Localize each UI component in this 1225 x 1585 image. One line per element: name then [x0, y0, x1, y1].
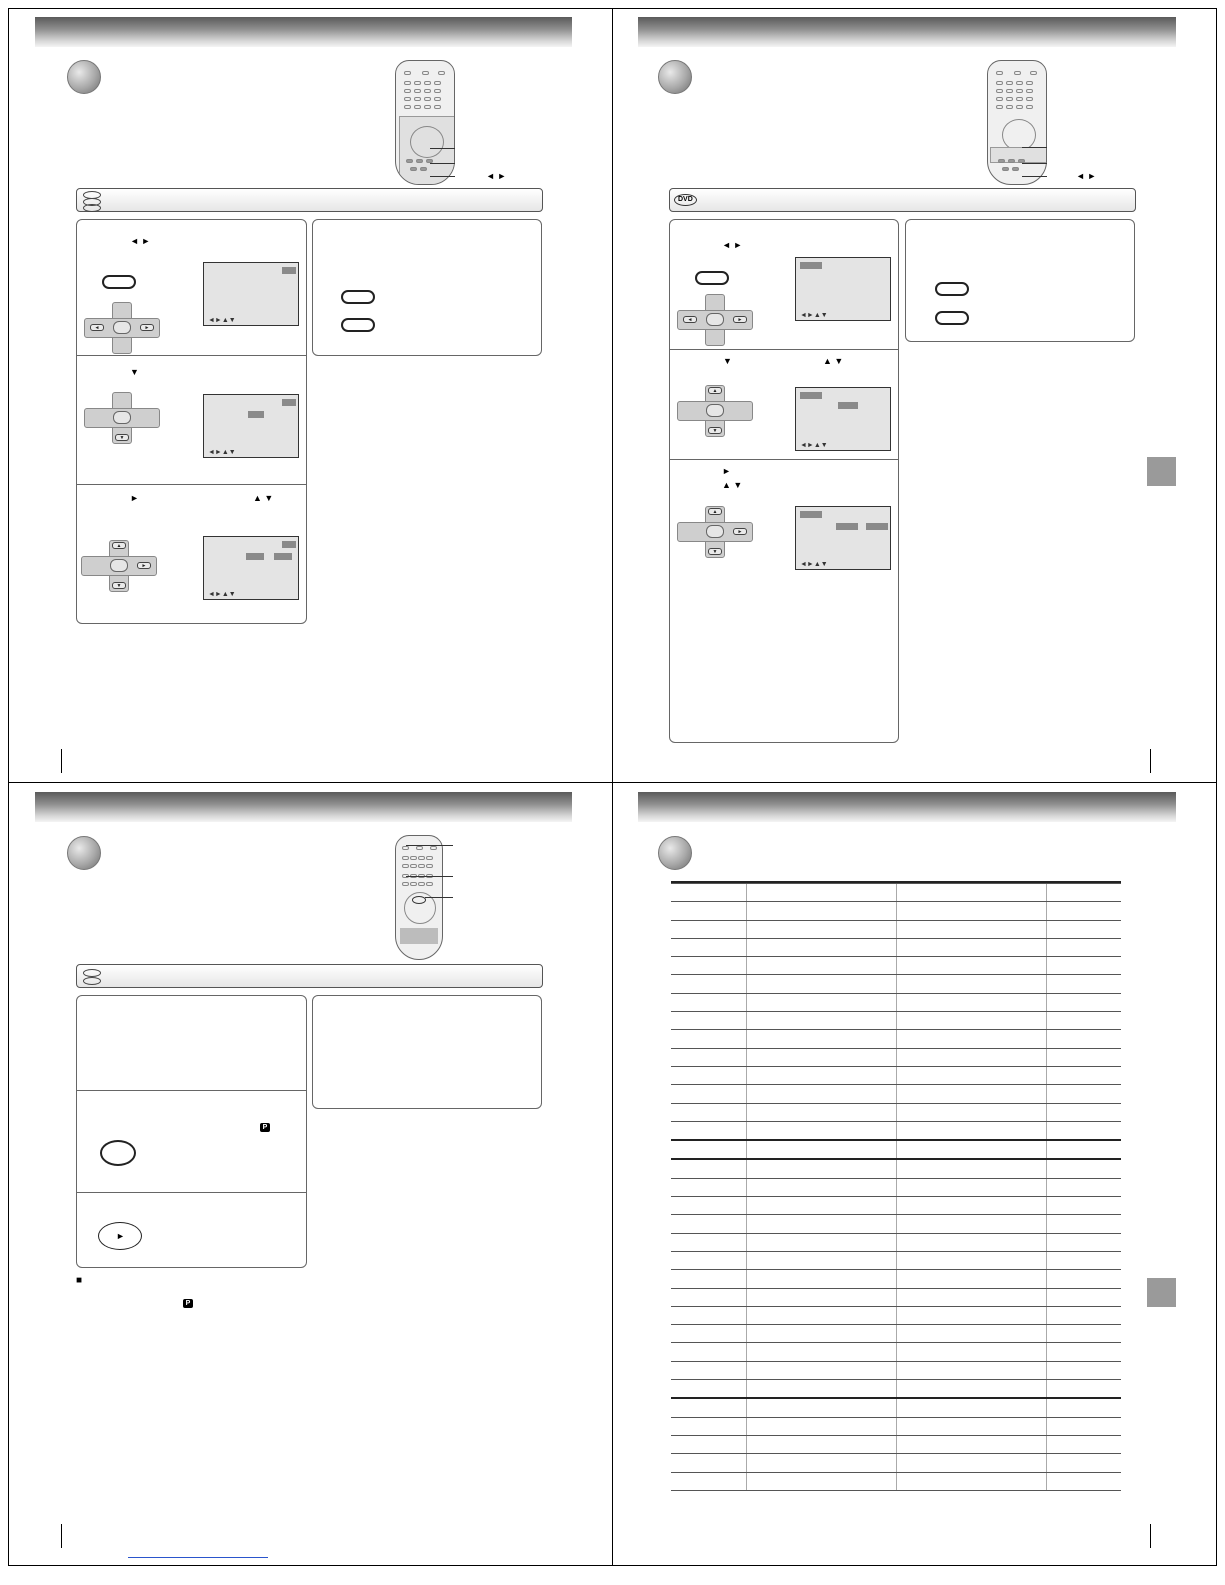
button-illustration — [341, 290, 375, 304]
callout-line — [406, 876, 453, 877]
table-row — [671, 1361, 1121, 1379]
left-right-arrows: ◄ ► — [722, 240, 743, 250]
nav-legend: ◄►▲▼ — [800, 312, 828, 319]
table-cell — [1046, 1121, 1121, 1140]
table-cell — [746, 1380, 896, 1399]
table-cell — [896, 1215, 1046, 1233]
table-cell — [1046, 1030, 1121, 1048]
nav-legend: ◄►▲▼ — [800, 442, 828, 449]
table-cell — [1046, 1066, 1121, 1084]
table-cell — [746, 1103, 896, 1121]
table-cell — [896, 1435, 1046, 1453]
disc-badge-icon — [83, 969, 101, 977]
table-cell — [896, 993, 1046, 1011]
notes-panel — [312, 219, 542, 356]
table-cell — [671, 1197, 746, 1215]
nav-legend: ◄►▲▼ — [800, 561, 828, 568]
link-underline — [128, 1557, 268, 1558]
table-row — [671, 1140, 1121, 1159]
table-cell — [746, 1012, 896, 1030]
table-cell — [746, 1233, 896, 1251]
table-cell — [1046, 1417, 1121, 1435]
dpad-illustration: ◄ ► — [84, 302, 160, 354]
section-bullet-icon — [67, 836, 101, 870]
table-cell — [746, 1361, 896, 1379]
table-cell — [746, 1121, 896, 1140]
table-cell — [671, 1251, 746, 1269]
down-arrow: ▼ — [130, 367, 139, 377]
section-bullet-icon — [658, 836, 692, 870]
section-bar — [76, 188, 543, 212]
table-row — [671, 920, 1121, 938]
left-right-arrows: ◄ ► — [486, 171, 507, 181]
osd-screen — [203, 262, 299, 326]
page-number-line — [1150, 749, 1151, 773]
table-cell — [896, 1417, 1046, 1435]
page-number-line — [61, 749, 62, 773]
table-cell — [671, 1288, 746, 1306]
table-cell — [671, 1270, 746, 1288]
table-cell — [1046, 1140, 1121, 1159]
table-row — [671, 1306, 1121, 1324]
table-cell — [671, 1178, 746, 1196]
table-row — [671, 1288, 1121, 1306]
table-cell — [746, 1288, 896, 1306]
table-row — [671, 975, 1121, 993]
table-cell — [1046, 1380, 1121, 1399]
table-row — [671, 1159, 1121, 1178]
down-arrow: ▼ — [723, 356, 732, 366]
table-row — [671, 1398, 1121, 1417]
callout-line — [1022, 163, 1047, 164]
table-cell — [746, 957, 896, 975]
table-row — [671, 1454, 1121, 1472]
table-cell — [1046, 957, 1121, 975]
table-row — [671, 1085, 1121, 1103]
table-cell — [1046, 993, 1121, 1011]
notes-panel — [312, 995, 542, 1109]
right-arrow: ► — [130, 493, 139, 503]
table-row — [671, 957, 1121, 975]
table-cell — [896, 1251, 1046, 1269]
table-cell — [896, 1233, 1046, 1251]
table-cell — [671, 975, 746, 993]
table-cell — [746, 1048, 896, 1066]
table-cell — [1046, 1159, 1121, 1178]
page-number-line — [1150, 1524, 1151, 1548]
table-cell — [1046, 884, 1121, 902]
table-cell — [746, 1325, 896, 1343]
table-cell — [746, 884, 896, 902]
table-cell — [1046, 1306, 1121, 1324]
table-cell — [671, 938, 746, 956]
table-cell — [746, 902, 896, 920]
table-cell — [671, 1140, 746, 1159]
table-cell — [1046, 1454, 1121, 1472]
page-divider-vertical — [612, 8, 613, 1566]
table-cell — [896, 1085, 1046, 1103]
table-cell — [746, 1270, 896, 1288]
table-cell — [746, 1417, 896, 1435]
table-row — [671, 1197, 1121, 1215]
table-cell — [1046, 1472, 1121, 1490]
table-cell — [896, 1306, 1046, 1324]
nav-legend: ◄►▲▼ — [208, 591, 236, 598]
table-row — [671, 993, 1121, 1011]
table-cell — [671, 957, 746, 975]
notes-panel — [905, 219, 1135, 342]
right-arrow: ► — [722, 466, 731, 476]
dpad-illustration: ◄ ► — [677, 294, 753, 346]
disc-badge-icon — [83, 204, 101, 212]
table-cell — [671, 1343, 746, 1361]
button-illustration — [935, 282, 969, 296]
table-cell — [671, 1325, 746, 1343]
table-cell — [1046, 1343, 1121, 1361]
table-cell — [671, 1048, 746, 1066]
table-row — [671, 902, 1121, 920]
page-header-bar — [35, 17, 572, 47]
osd-screen — [795, 387, 891, 451]
table-cell — [1046, 975, 1121, 993]
table-cell — [746, 1435, 896, 1453]
table-cell — [746, 1066, 896, 1084]
table-cell — [746, 920, 896, 938]
table-cell — [896, 1121, 1046, 1140]
table-cell — [671, 1472, 746, 1490]
table-row — [671, 1178, 1121, 1196]
table-row — [671, 1103, 1121, 1121]
table-cell — [1046, 1325, 1121, 1343]
round-button-illustration — [100, 1140, 136, 1166]
table-cell — [896, 1178, 1046, 1196]
table-cell — [1046, 1012, 1121, 1030]
table-cell — [896, 1030, 1046, 1048]
callout-line — [430, 148, 455, 149]
square-bullet-icon: ■ — [76, 1275, 83, 1286]
callout-line — [406, 845, 453, 846]
table-cell — [1046, 1398, 1121, 1417]
table-cell — [671, 1215, 746, 1233]
page-divider-horizontal — [8, 782, 1217, 783]
table-cell — [896, 975, 1046, 993]
table-row — [671, 1343, 1121, 1361]
table-row — [671, 1233, 1121, 1251]
table-cell — [896, 1288, 1046, 1306]
side-tab-marker — [1147, 457, 1176, 486]
setup-button-illustration — [695, 271, 729, 285]
table-cell — [671, 1361, 746, 1379]
p-icon: P — [183, 1299, 193, 1308]
table-cell — [746, 1398, 896, 1417]
table-cell — [1046, 1197, 1121, 1215]
table-cell — [896, 920, 1046, 938]
page-header-bar — [638, 792, 1176, 822]
table-cell — [671, 902, 746, 920]
table-cell — [896, 1066, 1046, 1084]
table-cell — [746, 975, 896, 993]
table-cell — [671, 993, 746, 1011]
left-right-arrows: ◄ ► — [1076, 171, 1097, 181]
callout-line — [430, 163, 455, 164]
table-row — [671, 1012, 1121, 1030]
section-bullet-icon — [658, 60, 692, 94]
table-cell — [671, 1306, 746, 1324]
table-cell — [671, 1233, 746, 1251]
table-row — [671, 938, 1121, 956]
osd-screen — [795, 506, 891, 570]
table-cell — [746, 938, 896, 956]
table-cell — [746, 1472, 896, 1490]
table-cell — [746, 1030, 896, 1048]
table-row — [671, 1030, 1121, 1048]
table-cell — [896, 1398, 1046, 1417]
p-icon: P — [260, 1123, 270, 1132]
table-cell — [671, 1012, 746, 1030]
table-cell — [671, 1085, 746, 1103]
table-cell — [671, 1398, 746, 1417]
table-cell — [1046, 1288, 1121, 1306]
table-cell — [1046, 1215, 1121, 1233]
table-cell — [1046, 1251, 1121, 1269]
nav-legend: ◄►▲▼ — [208, 317, 236, 324]
table-cell — [671, 1380, 746, 1399]
play-button-illustration — [98, 1222, 142, 1250]
table-cell — [671, 1417, 746, 1435]
table-cell — [671, 1030, 746, 1048]
table-cell — [671, 1103, 746, 1121]
table-cell — [746, 1178, 896, 1196]
table-cell — [1046, 1048, 1121, 1066]
table-cell — [896, 1270, 1046, 1288]
left-right-arrows: ◄ ► — [130, 236, 151, 246]
dpad-illustration: ▲ ▼ — [677, 385, 753, 437]
up-down-arrows: ▲ ▼ — [722, 480, 743, 490]
table-cell — [746, 1215, 896, 1233]
table-cell — [896, 1012, 1046, 1030]
callout-line — [1022, 147, 1047, 148]
page-header-bar — [638, 17, 1176, 47]
setup-button-illustration — [102, 275, 136, 289]
table-cell — [746, 1454, 896, 1472]
osd-screen — [795, 257, 891, 321]
table-cell — [896, 938, 1046, 956]
table-row — [671, 1325, 1121, 1343]
table-cell — [746, 1085, 896, 1103]
table-row — [671, 1472, 1121, 1490]
table-cell — [1046, 1233, 1121, 1251]
table-cell — [1046, 1361, 1121, 1379]
page-number-line — [61, 1524, 62, 1548]
table-cell — [1046, 1178, 1121, 1196]
table-cell — [746, 1159, 896, 1178]
remote-control-illustration — [395, 60, 455, 185]
table-cell — [896, 1048, 1046, 1066]
table-row — [671, 1380, 1121, 1399]
table-cell — [671, 1121, 746, 1140]
table-cell — [746, 1140, 896, 1159]
up-down-arrows: ▲ ▼ — [823, 356, 844, 366]
table-row — [671, 1048, 1121, 1066]
table-cell — [746, 993, 896, 1011]
table-row — [671, 1066, 1121, 1084]
table-cell — [671, 884, 746, 902]
osd-screen — [203, 536, 299, 600]
table-cell — [671, 1066, 746, 1084]
button-illustration — [341, 318, 375, 332]
page-header-bar — [35, 792, 572, 822]
table-cell — [671, 1435, 746, 1453]
dvd-badge-icon: DVD — [674, 194, 697, 206]
nav-legend: ◄►▲▼ — [208, 449, 236, 456]
side-tab-marker — [1147, 1278, 1176, 1307]
dpad-illustration: ▼ — [84, 392, 160, 444]
disc-badge-icon — [83, 977, 101, 985]
table-row — [671, 1251, 1121, 1269]
table-cell — [671, 1454, 746, 1472]
table-cell — [1046, 1103, 1121, 1121]
table-row — [671, 1121, 1121, 1140]
table-cell — [746, 1343, 896, 1361]
section-bullet-icon — [67, 60, 101, 94]
section-bar — [669, 188, 1136, 212]
table-row — [671, 1435, 1121, 1453]
table-cell — [746, 1306, 896, 1324]
table-cell — [1046, 1085, 1121, 1103]
table-cell — [1046, 920, 1121, 938]
table-cell — [1046, 938, 1121, 956]
table-row — [671, 1417, 1121, 1435]
table-cell — [896, 1140, 1046, 1159]
table-cell — [896, 1159, 1046, 1178]
dpad-illustration: ▲ ▼ ► — [81, 540, 157, 592]
table-cell — [896, 1380, 1046, 1399]
table-row — [671, 1270, 1121, 1288]
remote-control-illustration — [987, 60, 1047, 185]
table-cell — [1046, 902, 1121, 920]
callout-line — [425, 897, 453, 898]
table-cell — [896, 957, 1046, 975]
table-cell — [896, 884, 1046, 902]
section-bar — [76, 964, 543, 988]
table-cell — [896, 1343, 1046, 1361]
table-cell — [896, 1325, 1046, 1343]
table-cell — [746, 1197, 896, 1215]
osd-screen — [203, 394, 299, 458]
button-illustration — [935, 311, 969, 325]
table-cell — [746, 1251, 896, 1269]
table-row — [671, 884, 1121, 902]
table-cell — [896, 1454, 1046, 1472]
table-cell — [896, 1103, 1046, 1121]
table-cell — [671, 920, 746, 938]
code-table — [671, 881, 1121, 1491]
table-cell — [896, 1197, 1046, 1215]
table-cell — [896, 1472, 1046, 1490]
table-cell — [896, 1361, 1046, 1379]
play-icon: ► — [116, 1231, 125, 1241]
up-down-arrows: ▲ ▼ — [253, 493, 274, 503]
callout-line — [430, 176, 455, 177]
table-cell — [1046, 1270, 1121, 1288]
table-row — [671, 1215, 1121, 1233]
table-cell — [671, 1159, 746, 1178]
table-cell — [1046, 1435, 1121, 1453]
table-cell — [896, 902, 1046, 920]
callout-line — [1022, 176, 1047, 177]
dpad-illustration: ▲ ▼ ► — [677, 506, 753, 558]
